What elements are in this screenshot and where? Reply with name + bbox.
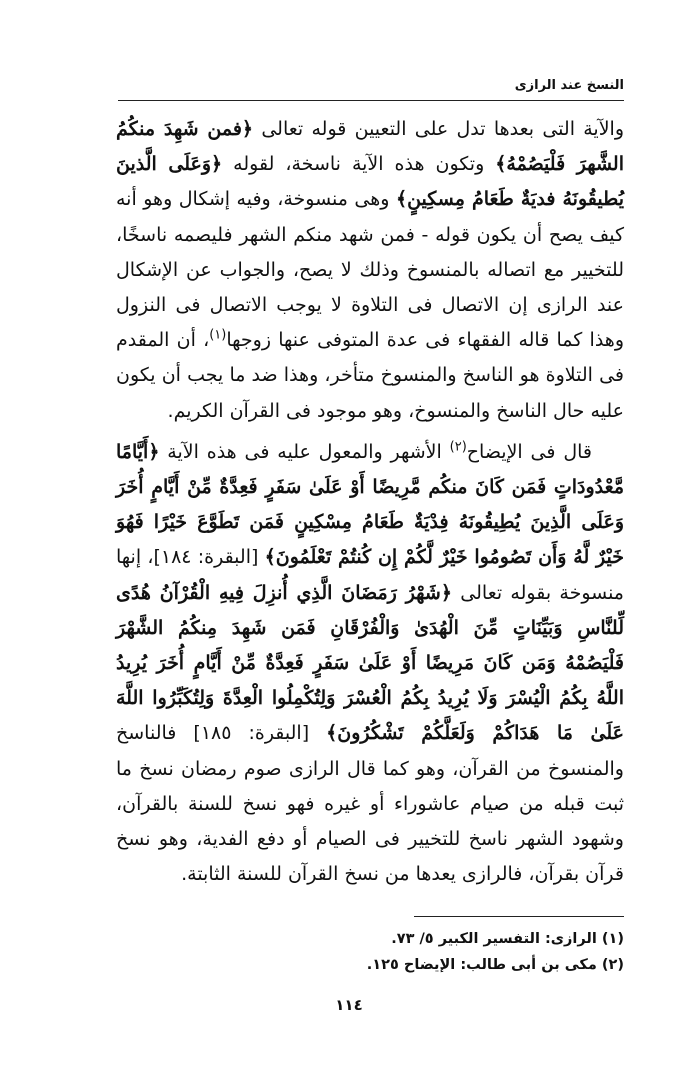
text-run: فالناسخ والمنسوخ من القرآن، وهو كما قال الرازى صوم رمضان نسخ ما ثبت قبله من صيام عاشوراء أو غيره فهو نسخ للسنة بالقرآن، وشهود الشهر ناسخ للتخيير فى الصيام أو دفع الفدية، وهو نسخ قرآن بقرآن، فالرازى يعدها من نسخ القرآن للسنة الثابتة. [116, 722, 624, 886]
text-run: ، أن المقدم فى التلاوة هو الناسخ والمنسوخ متأخر، وهذا ضد ما يجب أن يكون عليه حال الناسخ والمنسوخ، وهو موجود فى القرآن الكريم. [116, 329, 624, 422]
footnote-2: (٢) مكى بن أبى طالب: الإيضاح ١٢٥. [366, 957, 624, 973]
text-run: وتكون هذه الآية ناسخة، لقوله [222, 153, 496, 176]
running-header [118, 78, 624, 101]
footnote-1: (١) الرازى: التفسير الكبير ٥/ ٧٣. [391, 931, 624, 947]
quran-quote: ﴿وَعَلَى الَّذينَ يُطيقُونَهُ فديَةٌ طَعَامُ مِسكِينٍ﴾ [116, 153, 624, 211]
footnote-marker: (٢) [449, 439, 467, 455]
body-text [116, 112, 624, 892]
running-header-title: النسخ عند الرازى [507, 78, 624, 93]
paragraph-2 [116, 435, 624, 893]
footnote-divider [414, 916, 624, 917]
quran-quote: ﴿أَيَّامًا مَّعْدُودَاتٍ فَمَن كَانَ منكُم مَّرِيضًا أَوْ عَلَىٰ سَفَرٍ فَعِدَّةٌ مِّنْ أَيَّامٍ أُخَرَ وَعَلَى الَّذِينَ يُطِيقُونَهُ فِدْيَةٌ طَعَامُ مِسْكِينٍ فَمَن تَطَوَّعَ خَيْرًا فَهُوَ خَيْرٌ لَّهُ وَأَن تَصُومُوا خَيْرٌ لَّكُمْ إِن كُنتُمْ تَعْلَمُونَ﴾ [116, 440, 624, 569]
text-run: وهى منسوخة، وفيه إشكال وهو أنه كيف يصح أن يكون قوله - فمن شهد منكم الشهر فليصمه ناسخًا، للتخيير مع اتصاله بالمنسوخ وذلك لا يصح، والجواب عن الإشكال عند الرازى إن الاتصال فى التلاوة لا يوجب الاتصال فى النزول وهذا كما قاله الفقهاء فى عدة المتوفى عنها زوجها [116, 188, 624, 352]
text-run: الأشهر والمعول عليه فى هذه الآية [159, 440, 450, 463]
text-run: ، إنها منسوخة بقوله تعالى [116, 546, 624, 604]
quran-quote: ﴿شَهْرُ رَمَضَانَ الَّذِي أُنزِلَ فِيهِ الْقُرْآنُ هُدًى لِّلنَّاسِ وَبَيِّنَاتٍ مِّنَ الْهُدَىٰ وَالْفُرْقَانِ فَمَن شَهِدَ مِنكُمُ الشَّهْرَ فَلْيَصُمْهُ وَمَن كَانَ مَرِيضًا أَوْ عَلَىٰ سَفَرٍ فَعِدَّةٌ مِّنْ أَيَّامٍ أُخَرَ يُرِيدُ اللَّهُ بِكُمُ الْيُسْرَ وَلَا يُرِيدُ بِكُمُ الْعُسْرَ وَلِتُكْمِلُوا الْعِدَّةَ وَلِتُكَبِّرُوا اللَّهَ عَلَىٰ مَا هَدَاكُمْ وَلَعَلَّكُمْ تَشْكُرُونَ﴾ [116, 581, 624, 745]
quran-quote: ﴿فمن شَهِدَ منكُمُ الشَّهرَ فَلْيَصُمْهُ﴾ [116, 118, 624, 176]
verse-reference: [البقرة: ١٨٤] [153, 546, 259, 569]
text-run: قال فى الإيضاح [466, 440, 592, 463]
page-number: ١١٤ [335, 996, 363, 1014]
text-run: والآية التى بعدها تدل على التعيين قوله تعالى [253, 118, 625, 140]
text-run [309, 722, 326, 744]
footnote-marker: (١) [209, 327, 227, 343]
paragraph-1 [116, 112, 624, 429]
verse-reference: [البقرة: ١٨٥] [193, 722, 310, 745]
footnotes [116, 926, 624, 978]
